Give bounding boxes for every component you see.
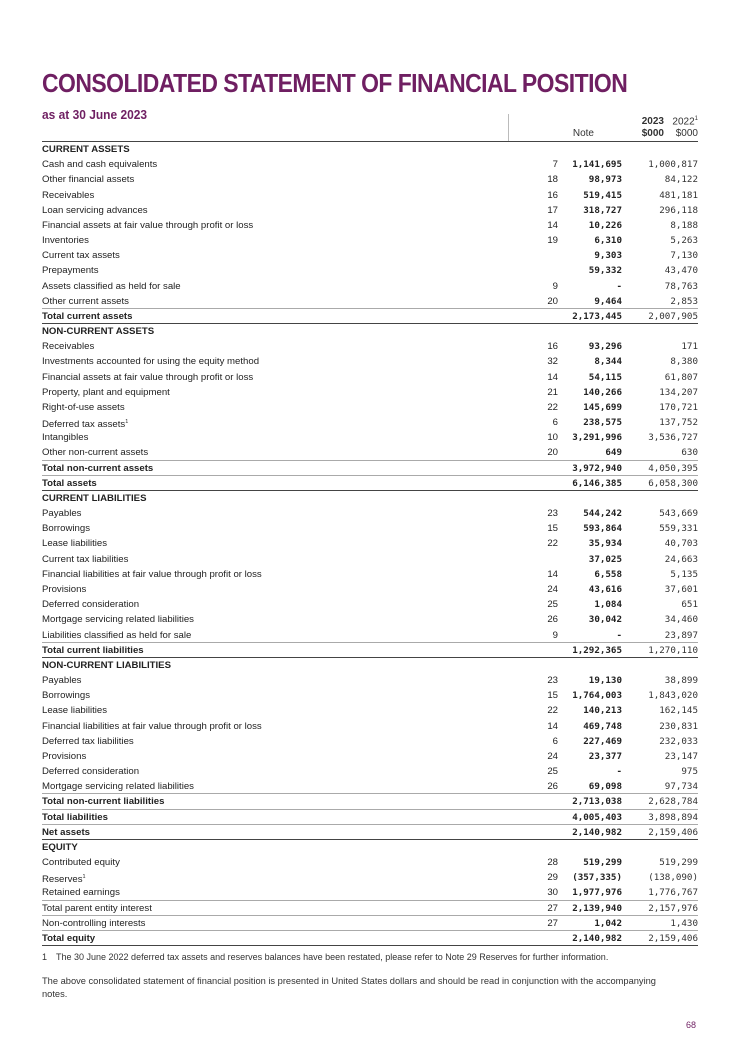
value-2023-cell: 98,973 xyxy=(588,174,622,186)
note-cell: 9 xyxy=(552,280,558,292)
table-row xyxy=(42,415,698,430)
row-label: Payables xyxy=(42,675,82,687)
row-label: Total current liabilities xyxy=(42,644,144,656)
row-label: Mortgage servicing related liabilities xyxy=(42,781,194,793)
value-2022-cell: (138,090) xyxy=(648,872,698,884)
value-2023-cell: 649 xyxy=(605,447,622,459)
row-label: Inventories xyxy=(42,235,89,247)
note-cell: 24 xyxy=(547,583,558,595)
value-2023-cell: 43,616 xyxy=(588,583,622,595)
section-heading xyxy=(42,142,698,157)
value-2022-cell: 8,188 xyxy=(670,219,698,231)
row-label: Assets classified as held for sale xyxy=(42,280,181,292)
row-label: Provisions xyxy=(42,583,87,595)
value-2023-cell: 8,344 xyxy=(594,356,622,368)
row-label: Other current assets xyxy=(42,295,129,307)
value-2022-cell: 7,130 xyxy=(670,250,698,262)
value-2022-cell: 2,159,406 xyxy=(648,826,698,838)
value-2023-cell: 227,469 xyxy=(583,735,622,747)
table-row xyxy=(42,855,698,870)
table-row xyxy=(42,734,698,749)
value-2022-cell: 43,470 xyxy=(664,265,698,277)
table-header xyxy=(42,114,698,142)
value-2023-cell: 238,575 xyxy=(583,417,622,429)
section-heading xyxy=(42,840,698,855)
value-2023-cell: 145,699 xyxy=(583,401,622,413)
note-cell: 7 xyxy=(552,159,558,171)
value-2022-cell: 296,118 xyxy=(659,204,698,216)
statement-note-paragraph: The above consolidated statement of financial position is presented in United States dollars and should be read in conjunction with the accompanying notes. xyxy=(42,976,656,999)
row-label: Loan servicing advances xyxy=(42,204,148,216)
table-row xyxy=(42,339,698,354)
value-2022-cell: 1,270,110 xyxy=(648,644,698,656)
value-2022-cell: 559,331 xyxy=(659,523,698,535)
row-label: Other non-current assets xyxy=(42,447,149,459)
value-2023-cell: 2,713,038 xyxy=(572,796,622,808)
note-cell: 6 xyxy=(552,417,558,429)
table-row xyxy=(42,764,698,779)
table-row xyxy=(42,172,698,187)
value-2023-cell: (357,335) xyxy=(572,872,622,884)
value-2022-cell: 38,899 xyxy=(664,675,698,687)
value-2022-cell: 481,181 xyxy=(659,189,698,201)
value-2023-cell: 9,303 xyxy=(594,250,622,262)
value-2023-cell: 6,146,385 xyxy=(572,477,622,489)
value-2022-cell: 162,145 xyxy=(659,705,698,717)
note-cell: 26 xyxy=(547,781,558,793)
row-label: Deferred tax assets$^1$ xyxy=(42,419,129,431)
table-row xyxy=(42,233,698,248)
year-2022-column-header xyxy=(664,114,698,141)
total-row xyxy=(42,309,698,324)
row-label: Total parent entity interest xyxy=(42,902,152,914)
value-2023-cell: 140,213 xyxy=(583,705,622,717)
table-row xyxy=(42,916,698,931)
value-2022-cell: 4,050,395 xyxy=(648,462,698,474)
footnote-number: 1 xyxy=(42,952,48,962)
value-2023-cell: 19,130 xyxy=(588,675,622,687)
row-label: Borrowings xyxy=(42,523,90,535)
table-row xyxy=(42,354,698,369)
total-row xyxy=(42,825,698,840)
note-cell: 9 xyxy=(552,629,558,641)
table-row xyxy=(42,673,698,688)
row-label: Deferred tax liabilities xyxy=(42,735,134,747)
table-row xyxy=(42,567,698,582)
total-row xyxy=(42,643,698,658)
table-row xyxy=(42,703,698,718)
table-row xyxy=(42,901,698,916)
value-2023-cell: 1,042 xyxy=(594,917,622,929)
value-2023-cell: 593,864 xyxy=(583,523,622,535)
table-row xyxy=(42,263,698,278)
value-2023-cell: 2,173,445 xyxy=(572,310,622,322)
value-2023-cell: 69,098 xyxy=(588,781,622,793)
table-row xyxy=(42,597,698,612)
row-label: CURRENT LIABILITIES xyxy=(42,492,147,504)
row-label: Total non-current liabilities xyxy=(42,796,165,808)
note-cell: 22 xyxy=(547,401,558,413)
note-cell: 22 xyxy=(547,705,558,717)
footnote-marker: 1 xyxy=(125,419,129,426)
table-row xyxy=(42,294,698,309)
row-label: Mortgage servicing related liabilities xyxy=(42,614,194,626)
table-row xyxy=(42,279,698,294)
total-row xyxy=(42,476,698,491)
year-2023-unit: $000 xyxy=(641,128,664,139)
value-2022-cell: 543,669 xyxy=(659,508,698,520)
note-cell: 14 xyxy=(547,219,558,231)
row-label: Lease liabilities xyxy=(42,705,108,717)
table-row xyxy=(42,885,698,900)
note-cell: 24 xyxy=(547,750,558,762)
value-2023-cell: 3,291,996 xyxy=(572,432,622,444)
value-2023-cell: 1,292,365 xyxy=(572,644,622,656)
row-label: Total equity xyxy=(42,932,96,944)
value-2022-cell: 3,536,727 xyxy=(648,432,698,444)
value-2023-cell: 544,242 xyxy=(583,508,622,520)
table-row xyxy=(42,870,698,885)
row-label: Financial assets at fair value through profit or loss xyxy=(42,219,254,231)
value-2022-cell: 1,430 xyxy=(670,917,698,929)
value-2022-cell: 3,898,894 xyxy=(648,811,698,823)
value-2022-cell: 37,601 xyxy=(664,583,698,595)
value-2022-cell: 630 xyxy=(681,447,698,459)
value-2023-cell: - xyxy=(616,629,622,641)
note-cell: 6 xyxy=(552,735,558,747)
row-label: Right-of-use assets xyxy=(42,401,125,413)
value-2022-cell: 230,831 xyxy=(659,720,698,732)
row-label: Retained earnings xyxy=(42,887,120,899)
row-label: Lease liabilities xyxy=(42,538,108,550)
value-2022-cell: 34,460 xyxy=(664,614,698,626)
value-2022-cell: 2,628,784 xyxy=(648,796,698,808)
table-row xyxy=(42,552,698,567)
table-row xyxy=(42,445,698,460)
note-cell: 15 xyxy=(547,690,558,702)
row-label: NON-CURRENT ASSETS xyxy=(42,326,155,338)
row-label: Reserves$^1$ xyxy=(42,874,86,886)
value-2023-cell: 35,934 xyxy=(588,538,622,550)
table-row xyxy=(42,400,698,415)
note-cell: 18 xyxy=(547,174,558,186)
row-label: Total non-current assets xyxy=(42,462,154,474)
value-2023-cell: 59,332 xyxy=(588,265,622,277)
value-2022-cell: 23,897 xyxy=(664,629,698,641)
value-2022-cell: 1,000,817 xyxy=(648,159,698,171)
value-2023-cell: 2,139,940 xyxy=(572,902,622,914)
value-2023-cell: 54,115 xyxy=(588,371,622,383)
value-2022-cell: 651 xyxy=(681,599,698,611)
value-2022-cell: 5,263 xyxy=(670,235,698,247)
row-label: Current tax assets xyxy=(42,250,120,262)
row-label: Provisions xyxy=(42,750,87,762)
value-2023-cell: 23,377 xyxy=(588,750,622,762)
total-row xyxy=(42,461,698,476)
row-label: Contributed equity xyxy=(42,857,120,869)
note-column-header: Note xyxy=(508,114,598,141)
row-label: Deferred consideration xyxy=(42,766,140,778)
row-label: Intangibles xyxy=(42,432,89,444)
table-row xyxy=(42,612,698,627)
note-cell: 14 xyxy=(547,371,558,383)
table-row xyxy=(42,248,698,263)
value-2023-cell: 6,310 xyxy=(594,235,622,247)
table-row xyxy=(42,521,698,536)
row-label: Liabilities classified as held for sale xyxy=(42,629,192,641)
value-2022-cell: 2,853 xyxy=(670,295,698,307)
year-2023-column-header xyxy=(597,114,664,141)
row-label: Financial liabilities at fair value through profit or loss xyxy=(42,568,262,580)
section-heading xyxy=(42,491,698,506)
note-cell: 20 xyxy=(547,447,558,459)
value-2023-cell: 140,266 xyxy=(583,386,622,398)
value-2023-cell: 469,748 xyxy=(583,720,622,732)
total-row xyxy=(42,810,698,825)
value-2023-cell: - xyxy=(616,280,622,292)
value-2023-cell: 1,141,695 xyxy=(572,159,622,171)
row-label: Total assets xyxy=(42,477,97,489)
row-label: Payables xyxy=(42,508,82,520)
section-heading xyxy=(42,658,698,673)
table-row xyxy=(42,779,698,794)
table-row xyxy=(42,719,698,734)
value-2023-cell: 3,972,940 xyxy=(572,462,622,474)
value-2023-cell: 1,084 xyxy=(594,599,622,611)
year-2023-label: 2023 xyxy=(641,116,664,127)
value-2022-cell: 1,776,767 xyxy=(648,887,698,899)
table-row xyxy=(42,688,698,703)
value-2023-cell: 9,464 xyxy=(594,295,622,307)
table-row xyxy=(42,628,698,643)
value-2022-cell: 97,734 xyxy=(664,781,698,793)
value-2022-cell: 2,157,976 xyxy=(648,902,698,914)
year-2022-footnote-marker: 1 xyxy=(694,115,698,122)
row-label: Other financial assets xyxy=(42,174,135,186)
table-row xyxy=(42,385,698,400)
note-cell: 27 xyxy=(547,917,558,929)
table-row xyxy=(42,188,698,203)
page-number: 68 xyxy=(686,1020,697,1030)
value-2022-cell: 171 xyxy=(681,341,698,353)
row-label: CURRENT ASSETS xyxy=(42,144,130,155)
note-cell: 20 xyxy=(547,295,558,307)
note-cell: 29 xyxy=(547,872,558,884)
value-2023-cell: 1,764,003 xyxy=(572,690,622,702)
footnote xyxy=(42,952,608,962)
page-title: CONSOLIDATED STATEMENT OF FINANCIAL POSITION xyxy=(42,70,628,98)
row-label: Investments accounted for using the equity method xyxy=(42,356,260,368)
value-2023-cell: 4,005,403 xyxy=(572,811,622,823)
table-row xyxy=(42,157,698,172)
note-cell: 16 xyxy=(547,341,558,353)
value-2022-cell: 975 xyxy=(681,766,698,778)
value-2022-cell: 24,663 xyxy=(664,553,698,565)
note-cell: 14 xyxy=(547,568,558,580)
row-label: Receivables xyxy=(42,341,95,353)
row-label: Deferred consideration xyxy=(42,599,140,611)
note-cell: 14 xyxy=(547,720,558,732)
note-cell: 25 xyxy=(547,599,558,611)
note-cell: 23 xyxy=(547,675,558,687)
value-2022-cell: 23,147 xyxy=(664,750,698,762)
value-2023-cell: - xyxy=(616,766,622,778)
statement-table xyxy=(42,142,698,946)
note-cell: 21 xyxy=(547,386,558,398)
value-2022-cell: 78,763 xyxy=(664,280,698,292)
value-2022-cell: 232,033 xyxy=(659,735,698,747)
value-2022-cell: 84,122 xyxy=(664,174,698,186)
table-row xyxy=(42,506,698,521)
note-cell: 28 xyxy=(547,857,558,869)
note-cell: 26 xyxy=(547,614,558,626)
note-cell: 17 xyxy=(547,204,558,216)
value-2023-cell: 318,727 xyxy=(583,204,622,216)
row-label: Total current assets xyxy=(42,310,133,322)
value-2023-cell: 6,558 xyxy=(594,568,622,580)
note-cell: 15 xyxy=(547,523,558,535)
table-row xyxy=(42,203,698,218)
value-2023-cell: 519,415 xyxy=(583,189,622,201)
row-label: Financial liabilities at fair value through profit or loss xyxy=(42,720,262,732)
section-heading xyxy=(42,324,698,339)
value-2022-cell: 134,207 xyxy=(659,386,698,398)
footnote-marker: 1 xyxy=(82,874,86,881)
total-row xyxy=(42,931,698,946)
row-label: Prepayments xyxy=(42,265,99,277)
table-row xyxy=(42,430,698,445)
value-2022-cell: 2,159,406 xyxy=(648,932,698,944)
note-cell: 22 xyxy=(547,538,558,550)
value-2022-cell: 1,843,020 xyxy=(648,690,698,702)
row-label: Property, plant and equipment xyxy=(42,386,170,398)
row-label: Net assets xyxy=(42,826,90,838)
page-subtitle: as at 30 June 2023 xyxy=(42,107,148,122)
row-label: Borrowings xyxy=(42,690,90,702)
note-cell: 16 xyxy=(547,189,558,201)
table-row xyxy=(42,536,698,551)
value-2022-cell: 519,299 xyxy=(659,857,698,869)
note-cell: 32 xyxy=(547,356,558,368)
row-label: EQUITY xyxy=(42,841,78,853)
value-2022-cell: 6,058,300 xyxy=(648,477,698,489)
value-2023-cell: 2,140,982 xyxy=(572,826,622,838)
value-2023-cell: 37,025 xyxy=(588,553,622,565)
note-cell: 10 xyxy=(547,432,558,444)
row-label: Receivables xyxy=(42,189,95,201)
footnote-text: The 30 June 2022 deferred tax assets and reserves balances have been restated, please refer to Note 29 Reserves for further information. xyxy=(56,952,609,962)
year-2022-label: 2022 xyxy=(672,116,695,127)
note-cell: 23 xyxy=(547,508,558,520)
row-label: Non-controlling interests xyxy=(42,917,146,929)
value-2022-cell: 40,703 xyxy=(664,538,698,550)
total-row xyxy=(42,794,698,809)
note-cell: 30 xyxy=(547,887,558,899)
note-cell: 19 xyxy=(547,235,558,247)
value-2022-cell: 61,807 xyxy=(664,371,698,383)
value-2022-cell: 8,380 xyxy=(670,356,698,368)
row-label: Current tax liabilities xyxy=(42,553,129,565)
value-2023-cell: 519,299 xyxy=(583,857,622,869)
value-2022-cell: 2,007,905 xyxy=(648,310,698,322)
note-cell: 27 xyxy=(547,902,558,914)
value-2023-cell: 1,977,976 xyxy=(572,887,622,899)
year-2022-unit: $000 xyxy=(675,128,698,139)
row-label: Financial assets at fair value through profit or loss xyxy=(42,371,254,383)
value-2022-cell: 170,721 xyxy=(659,401,698,413)
row-label: Total liabilities xyxy=(42,811,108,823)
row-label: NON-CURRENT LIABILITIES xyxy=(42,659,171,671)
table-row xyxy=(42,582,698,597)
value-2023-cell: 10,226 xyxy=(588,219,622,231)
table-row xyxy=(42,370,698,385)
table-row xyxy=(42,749,698,764)
value-2023-cell: 30,042 xyxy=(588,614,622,626)
table-row xyxy=(42,218,698,233)
row-label: Cash and cash equivalents xyxy=(42,159,158,171)
value-2022-cell: 137,752 xyxy=(659,417,698,429)
value-2023-cell: 2,140,982 xyxy=(572,932,622,944)
value-2023-cell: 93,296 xyxy=(588,341,622,353)
value-2022-cell: 5,135 xyxy=(670,568,698,580)
note-cell: 25 xyxy=(547,766,558,778)
